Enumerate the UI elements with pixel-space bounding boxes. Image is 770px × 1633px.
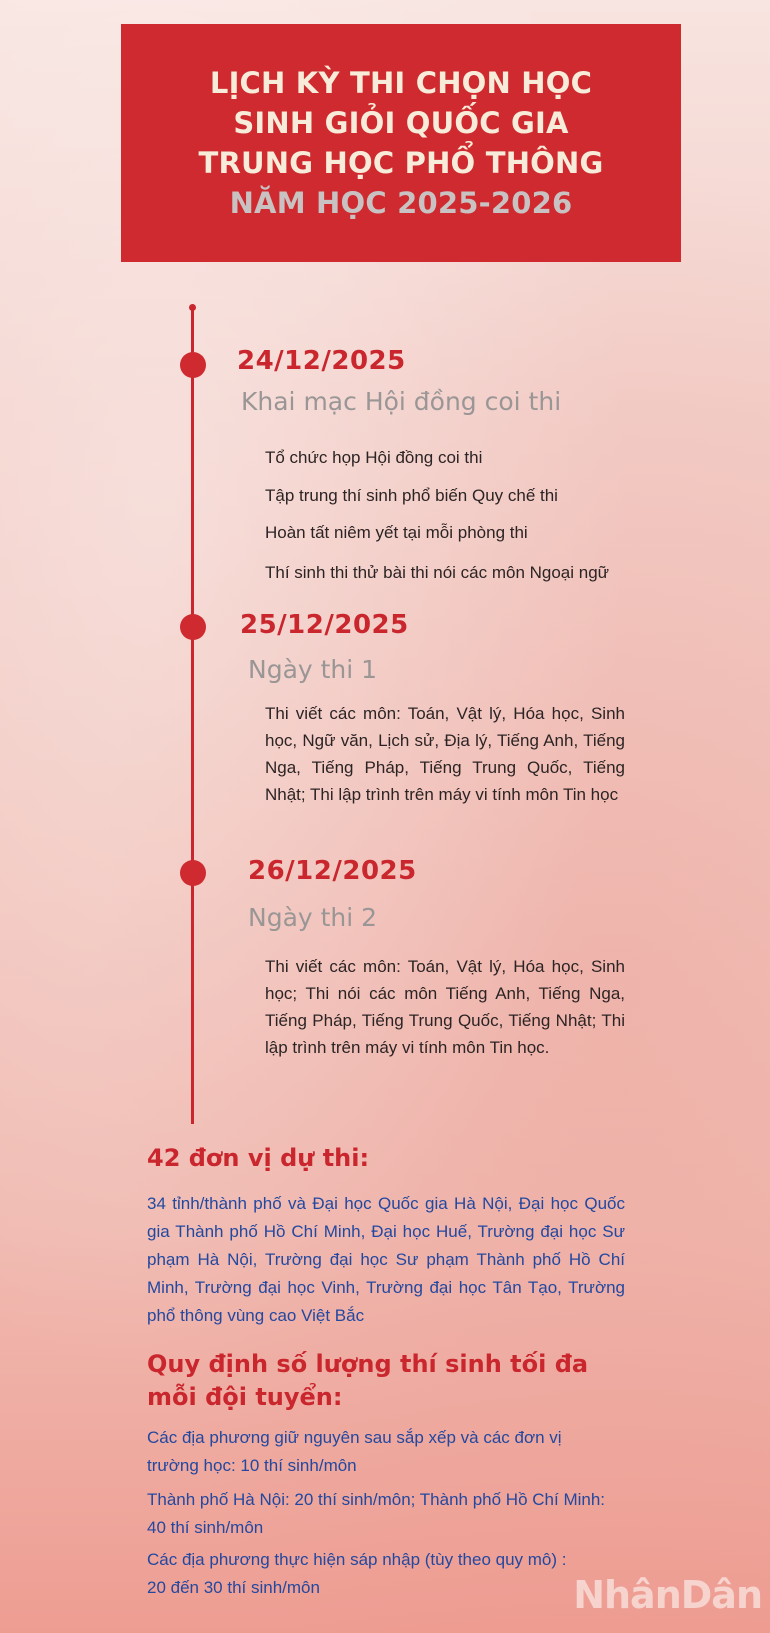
event-day-1: Khai mạc Hội đồng coi thi bbox=[241, 387, 562, 416]
quota-rule-1 bbox=[147, 1424, 562, 1480]
description-day-2: Thi viết các môn: Toán, Vật lý, Hóa học, Sinh học, Ngữ văn, Lịch sử, Địa lý, Tiếng Anh, Tiếng Nga, Tiếng Pháp, Tiếng Trung Quốc, Tiếng Nhật; Thi lập trình trên máy vi tính môn Tin học bbox=[265, 704, 625, 804]
quota-rule-2-line-1: Thành phố Hà Nội: 20 thí sinh/môn; Thành phố Hồ Chí Minh: bbox=[147, 1490, 606, 1509]
units-text: 34 tỉnh/thành phố và Đại học Quốc gia Hà Nội, Đại học Quốc gia Thành phố Hồ Chí Minh, Đại học Huế, Trường đại học Sư phạm Hà Nội, Trường đại học Sư phạm Thành phố Hồ Chí Minh, Trường đại học Vinh, Trường đại học Tân Tạo, Trường phổ thông vùng cao Việt Bắc bbox=[147, 1194, 625, 1325]
list-item: Hoàn tất niêm yết tại mỗi phòng thi bbox=[265, 523, 528, 542]
list-item: Thí sinh thi thử bài thi nói các môn Ngoại ngữ bbox=[265, 563, 610, 582]
list-item: Tổ chức họp Hội đồng coi thi bbox=[265, 448, 483, 467]
timeline-dot-day-2 bbox=[180, 614, 206, 640]
quota-rule-3-line-1: Các địa phương thực hiện sáp nhập (tùy theo quy mô) : bbox=[147, 1550, 567, 1569]
timeline-dot-day-1 bbox=[180, 352, 206, 378]
timeline-dot-day-3 bbox=[180, 860, 206, 886]
list-item: Tập trung thí sinh phổ biến Quy chế thi bbox=[265, 486, 558, 505]
quota-rule-1-line-1: Các địa phương giữ nguyên sau sắp xếp và các đơn vị bbox=[147, 1428, 562, 1447]
title-line-3: TRUNG HỌC PHỔ THÔNG bbox=[198, 146, 604, 180]
date-day-1: 24/12/2025 bbox=[237, 346, 406, 376]
event-day-3: Ngày thi 2 bbox=[248, 903, 378, 932]
date-day-2: 25/12/2025 bbox=[240, 610, 409, 640]
quota-rule-1-line-2: trường học: 10 thí sinh/môn bbox=[147, 1456, 357, 1475]
title-line-2: SINH GIỎI QUỐC GIA bbox=[233, 106, 569, 140]
quota-title-line-1: Quy định số lượng thí sinh tối đa bbox=[147, 1350, 589, 1378]
timeline-cap bbox=[189, 304, 196, 311]
title-line-1: LỊCH KỲ THI CHỌN HỌC bbox=[209, 66, 593, 100]
title-year: NĂM HỌC 2025-2026 bbox=[229, 186, 573, 220]
description-day-3: Thi viết các môn: Toán, Vật lý, Hóa học, Sinh học; Thi nói các môn Tiếng Anh, Tiếng Nga, Tiếng Pháp, Tiếng Trung Quốc, Tiếng Nhật; Thi lập trình trên máy vi tính môn Tin học. bbox=[265, 957, 625, 1057]
quota-title-line-2: mỗi đội tuyển: bbox=[147, 1383, 343, 1411]
quota-title bbox=[147, 1348, 588, 1414]
title-banner bbox=[121, 24, 681, 262]
date-day-3: 26/12/2025 bbox=[248, 856, 417, 886]
units-title: 42 đơn vị dự thi: bbox=[147, 1144, 370, 1172]
event-day-2: Ngày thi 1 bbox=[248, 655, 378, 684]
nhandan-watermark-logo: NhânDân bbox=[573, 1573, 762, 1617]
timeline-line bbox=[191, 306, 194, 1124]
quota-rule-3 bbox=[147, 1546, 566, 1602]
quota-rule-2-line-2: 40 thí sinh/môn bbox=[147, 1518, 264, 1537]
quota-rule-3-line-2: 20 đến 30 thí sinh/môn bbox=[147, 1578, 320, 1597]
quota-rule-2 bbox=[147, 1486, 605, 1542]
